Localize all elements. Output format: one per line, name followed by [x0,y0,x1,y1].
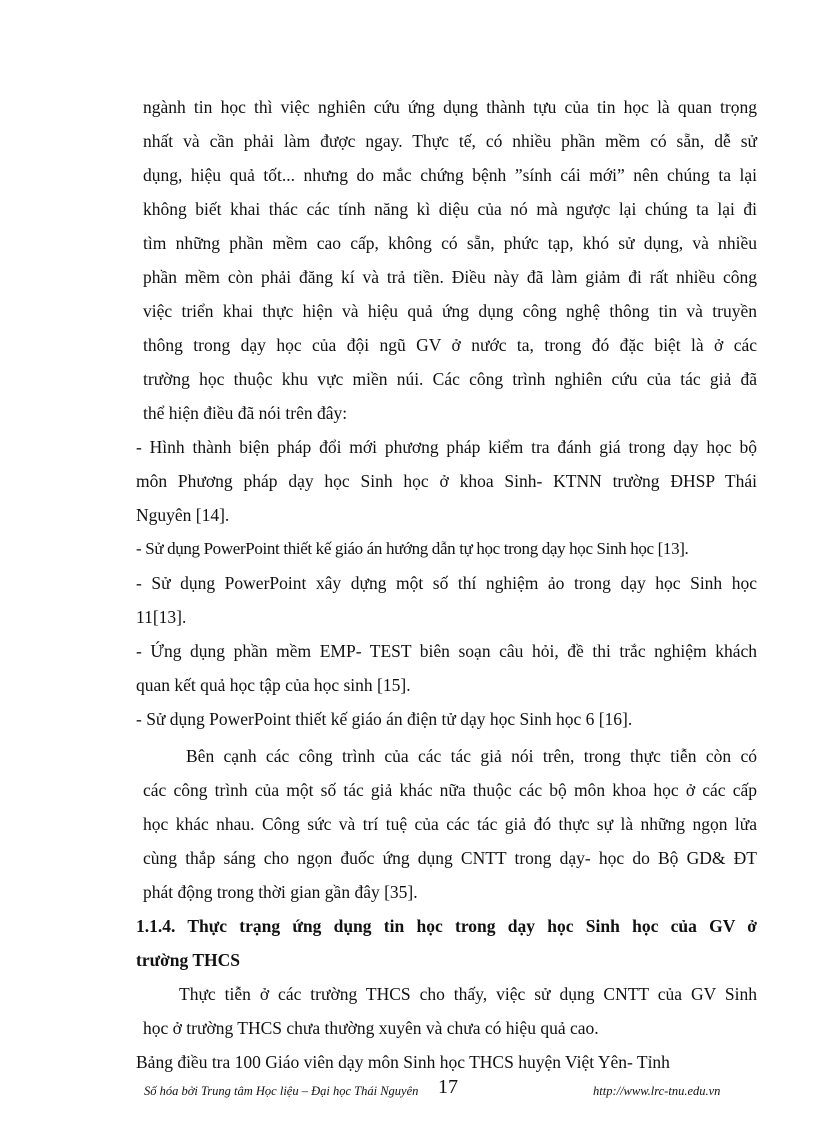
footer-source: Số hóa bởi Trung tâm Học liệu – Đại học Thái Nguyên [144,1084,419,1098]
body-line: không biết khai thác các tính năng kì diệu của nó mà ngược lại chúng ta lại đi [143,199,757,219]
list-item: - Sử dụng PowerPoint thiết kế giáo án hướng dẫn tự học trong dạy học Sinh học [13]. [136,539,689,558]
body-line: nhất và cần phải làm được ngay. Thực tế, có nhiều phần mềm có sẵn, dễ sử [143,131,757,151]
list-item: - Hình thành biện pháp đổi mới phương pháp kiểm tra đánh giá trong dạy học bộ [136,437,757,457]
list-item: môn Phương pháp dạy học Sinh học ở khoa Sinh- KTNN trường ĐHSP Thái [136,471,757,491]
body-line: trường học thuộc khu vực miền núi. Các công trình nghiên cứu của tác giả đã [143,369,757,389]
list-item: quan kết quả học tập của học sinh [15]. [136,675,411,695]
body-line: học ở trường THCS chưa thường xuyên và chưa có hiệu quả cao. [143,1018,599,1038]
footer-url: http://www.lrc-tnu.edu.vn [593,1084,721,1098]
body-line: thông trong dạy học của đội ngũ GV ở nước ta, trong đó đặc biệt là ở các [143,335,757,355]
body-line: các công trình của một số tác giả khác nữa thuộc các bộ môn khoa học ở các cấp [143,780,757,800]
body-line: tìm những phần mềm cao cấp, không có sẵn, phức tạp, khó sử dụng, và nhiều [143,233,757,253]
body-line: ngành tin học thì việc nghiên cứu ứng dụng thành tựu của tin học là quan trọng [143,97,757,117]
page-number: 17 [438,1076,458,1098]
body-line: dụng, hiệu quả tốt... nhưng do mắc chứng bệnh ”sính cái mới” nên chúng ta lại [143,165,757,185]
body-line: phần mềm còn phải đăng kí và trả tiền. Điều này đã làm giảm đi rất nhiều công [143,267,757,287]
body-line: học khác nhau. Công sức và trí tuệ của các tác giả đó thực sự là những ngọn lửa [143,814,757,834]
body-line: Bên cạnh các công trình của các tác giả nói trên, trong thực tiễn còn có [186,746,757,766]
list-item: - Ứng dụng phần mềm EMP- TEST biên soạn câu hỏi, đề thi trắc nghiệm khách [136,641,757,661]
list-item: - Sử dụng PowerPoint thiết kế giáo án điện tử dạy học Sinh học 6 [16]. [136,709,633,729]
body-line: việc triển khai thực hiện và hiệu quả ứng dụng công nghệ thông tin và truyền [143,301,757,321]
section-heading: 1.1.4. Thực trạng ứng dụng tin học trong dạy học Sinh học của GV ở [136,916,757,936]
list-item: - Sử dụng PowerPoint xây dựng một số thí nghiệm ảo trong dạy học Sinh học [136,573,757,593]
section-heading: trường THCS [136,950,240,970]
body-line: cùng thắp sáng cho ngọn đuốc ứng dụng CNTT trong dạy- học do Bộ GD& ĐT [143,848,757,868]
body-line: Bảng điều tra 100 Giáo viên dạy môn Sinh học THCS huyện Việt Yên- Tỉnh [136,1052,670,1072]
list-item: Nguyên [14]. [136,505,230,525]
body-line: Thực tiễn ở các trường THCS cho thấy, việc sử dụng CNTT của GV Sinh [179,984,757,1004]
body-line: phát động trong thời gian gần đây [35]. [143,882,418,902]
body-line: thể hiện điều đã nói trên đây: [143,403,348,423]
list-item: 11[13]. [136,607,187,627]
